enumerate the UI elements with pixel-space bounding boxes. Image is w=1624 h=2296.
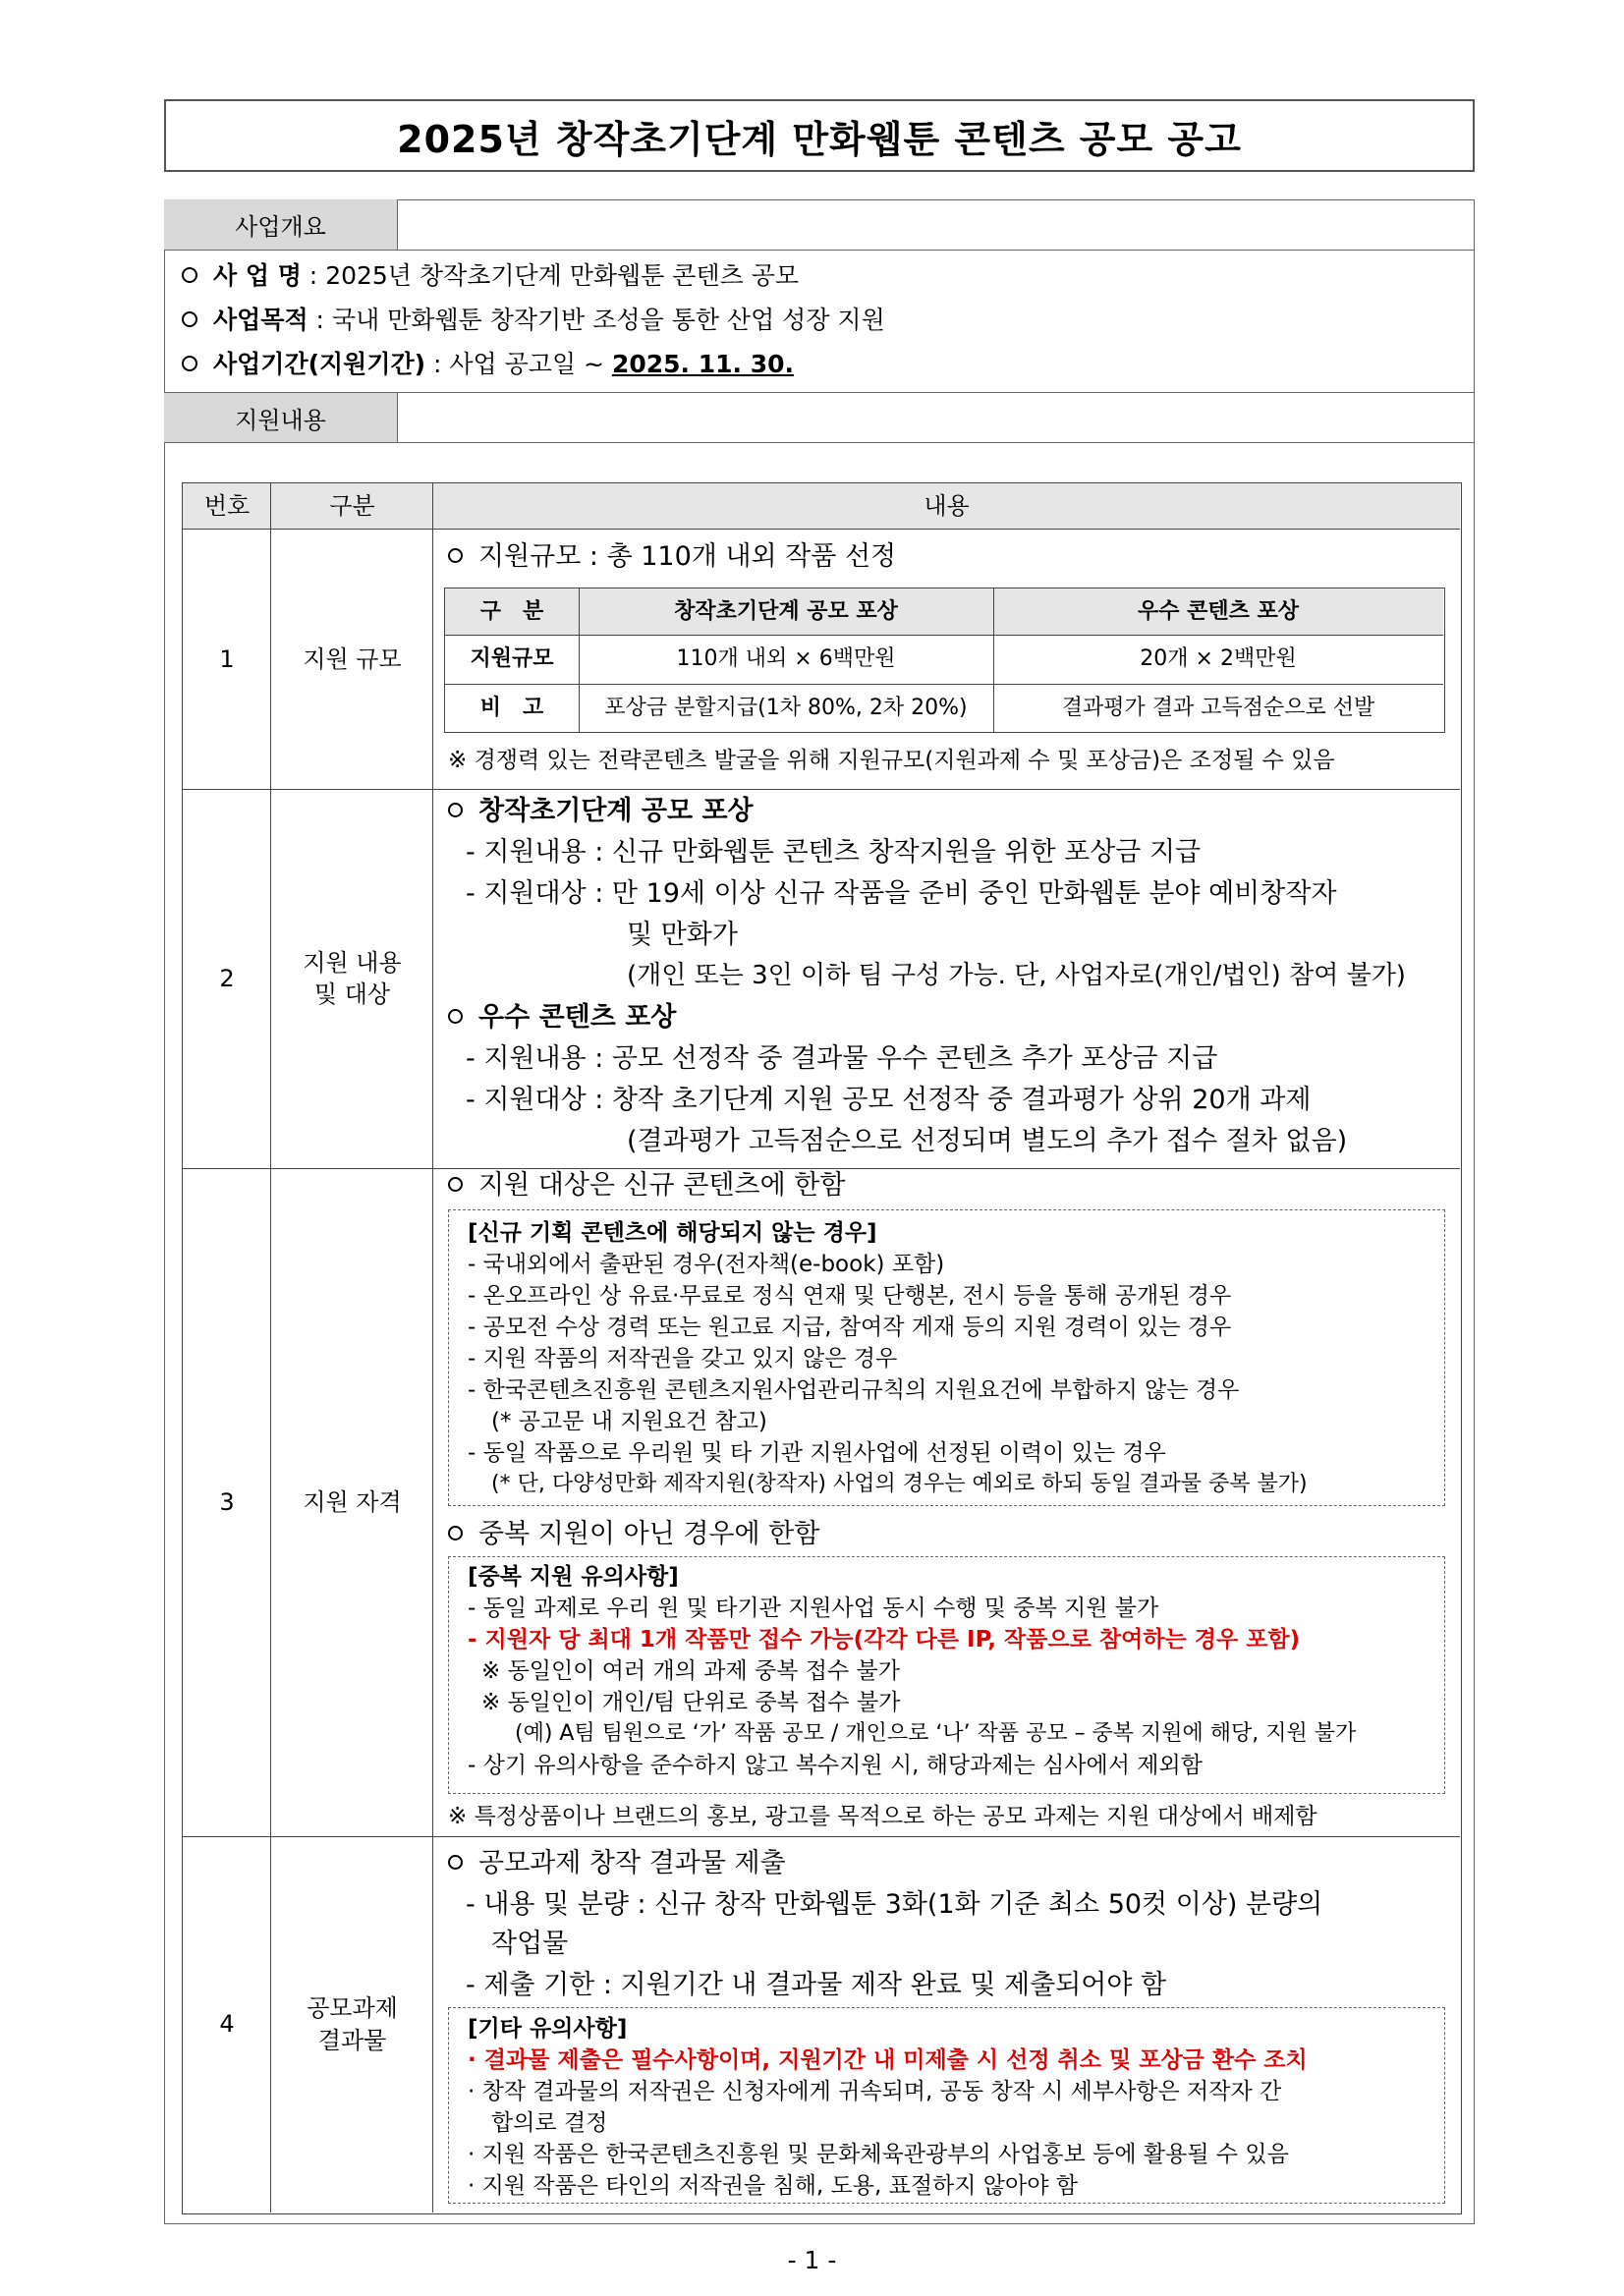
col-header-content: 내용 [924, 492, 970, 521]
award-table-cell: 결과평가 결과 고득점순으로 선발 [1061, 695, 1375, 720]
row-category: 지원 자격 [303, 1487, 402, 1516]
overview-header: 사업개요 [164, 199, 398, 250]
box2-line: - 동일 과제로 우리 원 및 타기관 지원사업 동시 수행 및 중복 지원 불가 [468, 1596, 1159, 1621]
row3-note: ※ 특정상품이나 브랜드의 홍보, 광고를 목적으로 하는 공모 과제는 지원 대상에서 배제함 [448, 1804, 1317, 1829]
row4-line: - 제출 기한 : 지원기간 내 결과물 제작 완료 및 제출되어야 함 [466, 1970, 1167, 2000]
row-number: 2 [219, 964, 235, 992]
award-table-cell: 비 고 [479, 695, 544, 720]
overview-header-row [164, 199, 1475, 251]
circle-bullet-icon [182, 311, 197, 327]
box1-line: - 지원 작품의 저작권을 갖고 있지 않은 경우 [468, 1346, 898, 1372]
box3-line: · 지원 작품은 타인의 저작권을 침해, 도용, 표절하지 않아야 함 [468, 2173, 1078, 2199]
row2-section2-title: 우수 콘텐츠 포상 [448, 1004, 676, 1031]
box2-title: [중복 지원 유의사항] [468, 1564, 679, 1590]
box1-line: (* 공고문 내 지원요건 참고) [491, 1409, 767, 1434]
circle-bullet-icon [448, 1177, 463, 1192]
row-number: 3 [219, 1487, 235, 1516]
row2-line: 및 만화가 [627, 920, 738, 950]
box3-line: · 지원 작품은 한국콘텐츠진흥원 및 문화체육관광부의 사업홍보 등에 활용될 수 있음 [468, 2142, 1289, 2167]
box2-line: ※ 동일인이 개인/팀 단위로 중복 접수 불가 [481, 1690, 901, 1715]
overview-item-period: 사업기간(지원기간) : 사업 공고일 ~ 2025. 11. 30. [182, 352, 794, 376]
row3-intro1: 지원 대상은 신규 콘텐츠에 한함 [448, 1172, 845, 1199]
box2-red-line: - 지원자 당 최대 1개 작품만 접수 가능(각각 다른 IP, 작품으로 참여하는 경우 포함) [468, 1627, 1301, 1652]
box1-line: - 공모전 수상 경력 또는 원고료 지급, 참여작 게재 등의 지원 경력이 있는 경우 [468, 1315, 1232, 1340]
award-table-header: 창작초기단계 공모 포상 [674, 598, 898, 624]
row-number: 1 [219, 644, 235, 673]
overview-item-purpose: 사업목적 : 국내 만화웹툰 창작기반 조성을 통한 산업 성장 지원 [182, 308, 885, 332]
row-category: 공모과제 결과물 [307, 1994, 398, 2054]
award-table-cell: 20개 × 2백만원 [1140, 646, 1297, 672]
support-header: 지원내용 [164, 393, 398, 442]
award-table-cell: 지원규모 [470, 646, 554, 672]
row2-line: - 지원대상 : 창작 초기단계 지원 공모 선정작 중 결과평가 상위 20개 과제 [466, 1085, 1312, 1115]
row1-intro: 지원규모 : 총 110개 내외 작품 선정 [448, 543, 896, 570]
box2-line: ※ 동일인이 여러 개의 과제 중복 접수 불가 [481, 1658, 900, 1684]
support-header-row [164, 392, 1475, 443]
row3-intro2: 중복 지원이 아닌 경우에 한함 [448, 1521, 819, 1547]
page-title: 2025년 창작초기단계 만화웹툰 콘텐츠 공모 공고 [164, 99, 1475, 172]
page-number: - 1 - [787, 2246, 837, 2274]
box3-red-line: · 결과물 제출은 필수사항이며, 지원기간 내 미제출 시 선정 취소 및 포상금 환수 조치 [468, 2047, 1308, 2073]
row4-intro: 공모과제 창작 결과물 제출 [448, 1850, 786, 1876]
row-number: 4 [219, 2010, 235, 2039]
box1-line: - 온오프라인 상 유료·무료로 정식 연재 및 단행본, 전시 등을 통해 공개된 경우 [468, 1283, 1232, 1309]
award-table-cell: 포상금 분할지급(1차 80%, 2차 20%) [604, 695, 968, 720]
overview-item-name: 사 업 명 : 2025년 창작초기단계 만화웹툰 콘텐츠 공모 [182, 263, 799, 288]
circle-bullet-icon [182, 267, 197, 283]
circle-bullet-icon [448, 1009, 463, 1024]
col-header-category: 구분 [329, 492, 375, 521]
row2-line: (결과평가 고득점순으로 선정되며 별도의 추가 접수 절차 없음) [627, 1126, 1348, 1156]
box2-line: (예) A팀 팀원으로 ‘가’ 작품 공모 / 개인으로 ‘나’ 작품 공모 – 중복 지원에 해당, 지원 불가 [515, 1721, 1357, 1746]
award-table-header: 우수 콘텐츠 포상 [1137, 598, 1300, 624]
row4-line: - 내용 및 분량 : 신규 창작 만화웹툰 3화(1화 기준 최소 50컷 이상) 분량의 [466, 1889, 1323, 1920]
row2-section1-title: 창작초기단계 공모 포상 [448, 798, 754, 824]
box1-line: (* 단, 다양성만화 제작지원(창작자) 사업의 경우는 예외로 하되 동일 결과물 중복 불가) [491, 1472, 1308, 1496]
circle-bullet-icon [448, 1855, 463, 1870]
box3-line: 합의로 결정 [491, 2110, 608, 2136]
row-category: 지원 규모 [303, 644, 402, 673]
box3-title: [기타 유의사항] [468, 2016, 628, 2042]
award-table-cell: 110개 내외 × 6백만원 [676, 646, 896, 672]
box1-title: [신규 기획 콘텐츠에 해당되지 않는 경우] [468, 1220, 877, 1246]
box1-line: - 국내외에서 출판된 경우(전자책(e-book) 포함) [468, 1252, 945, 1277]
row2-line: - 지원대상 : 만 19세 이상 신규 작품을 준비 중인 만화웹툰 분야 예비창작자 [466, 878, 1337, 909]
box3-line: · 창작 결과물의 저작권은 신청자에게 귀속되며, 공동 창작 시 세부사항은 저작자 간 [468, 2079, 1282, 2104]
row2-line: - 지원내용 : 신규 만화웹툰 콘텐츠 창작지원을 위한 포상금 지급 [466, 837, 1202, 868]
col-header-number: 번호 [203, 492, 251, 521]
row2-line: (개인 또는 3인 이하 팀 구성 가능. 단, 사업자로(개인/법인) 참여 불가) [627, 961, 1406, 990]
row-category: 지원 내용 및 대상 [303, 948, 402, 1008]
circle-bullet-icon [448, 548, 463, 563]
box1-line: - 동일 작품으로 우리원 및 타 기관 지원사업에 선정된 이력이 있는 경우 [468, 1440, 1166, 1466]
row1-note: ※ 경쟁력 있는 전략콘텐츠 발굴을 위해 지원규모(지원과제 수 및 포상금)은 조정될 수 있음 [448, 748, 1335, 773]
row2-line: - 지원내용 : 공모 선정작 중 결과물 우수 콘텐츠 추가 포상금 지급 [466, 1043, 1218, 1074]
box2-line: - 상기 유의사항을 준수하지 않고 복수지원 시, 해당과제는 심사에서 제외함 [468, 1753, 1203, 1778]
row4-line: 작업물 [491, 1929, 569, 1959]
circle-bullet-icon [448, 803, 463, 817]
circle-bullet-icon [182, 356, 197, 371]
award-table [444, 588, 1445, 733]
circle-bullet-icon [448, 1526, 463, 1540]
box1-line: - 한국콘텐츠진흥원 콘텐츠지원사업관리규칙의 지원요건에 부합하지 않는 경우 [468, 1377, 1240, 1403]
award-table-header: 구 분 [479, 598, 544, 624]
